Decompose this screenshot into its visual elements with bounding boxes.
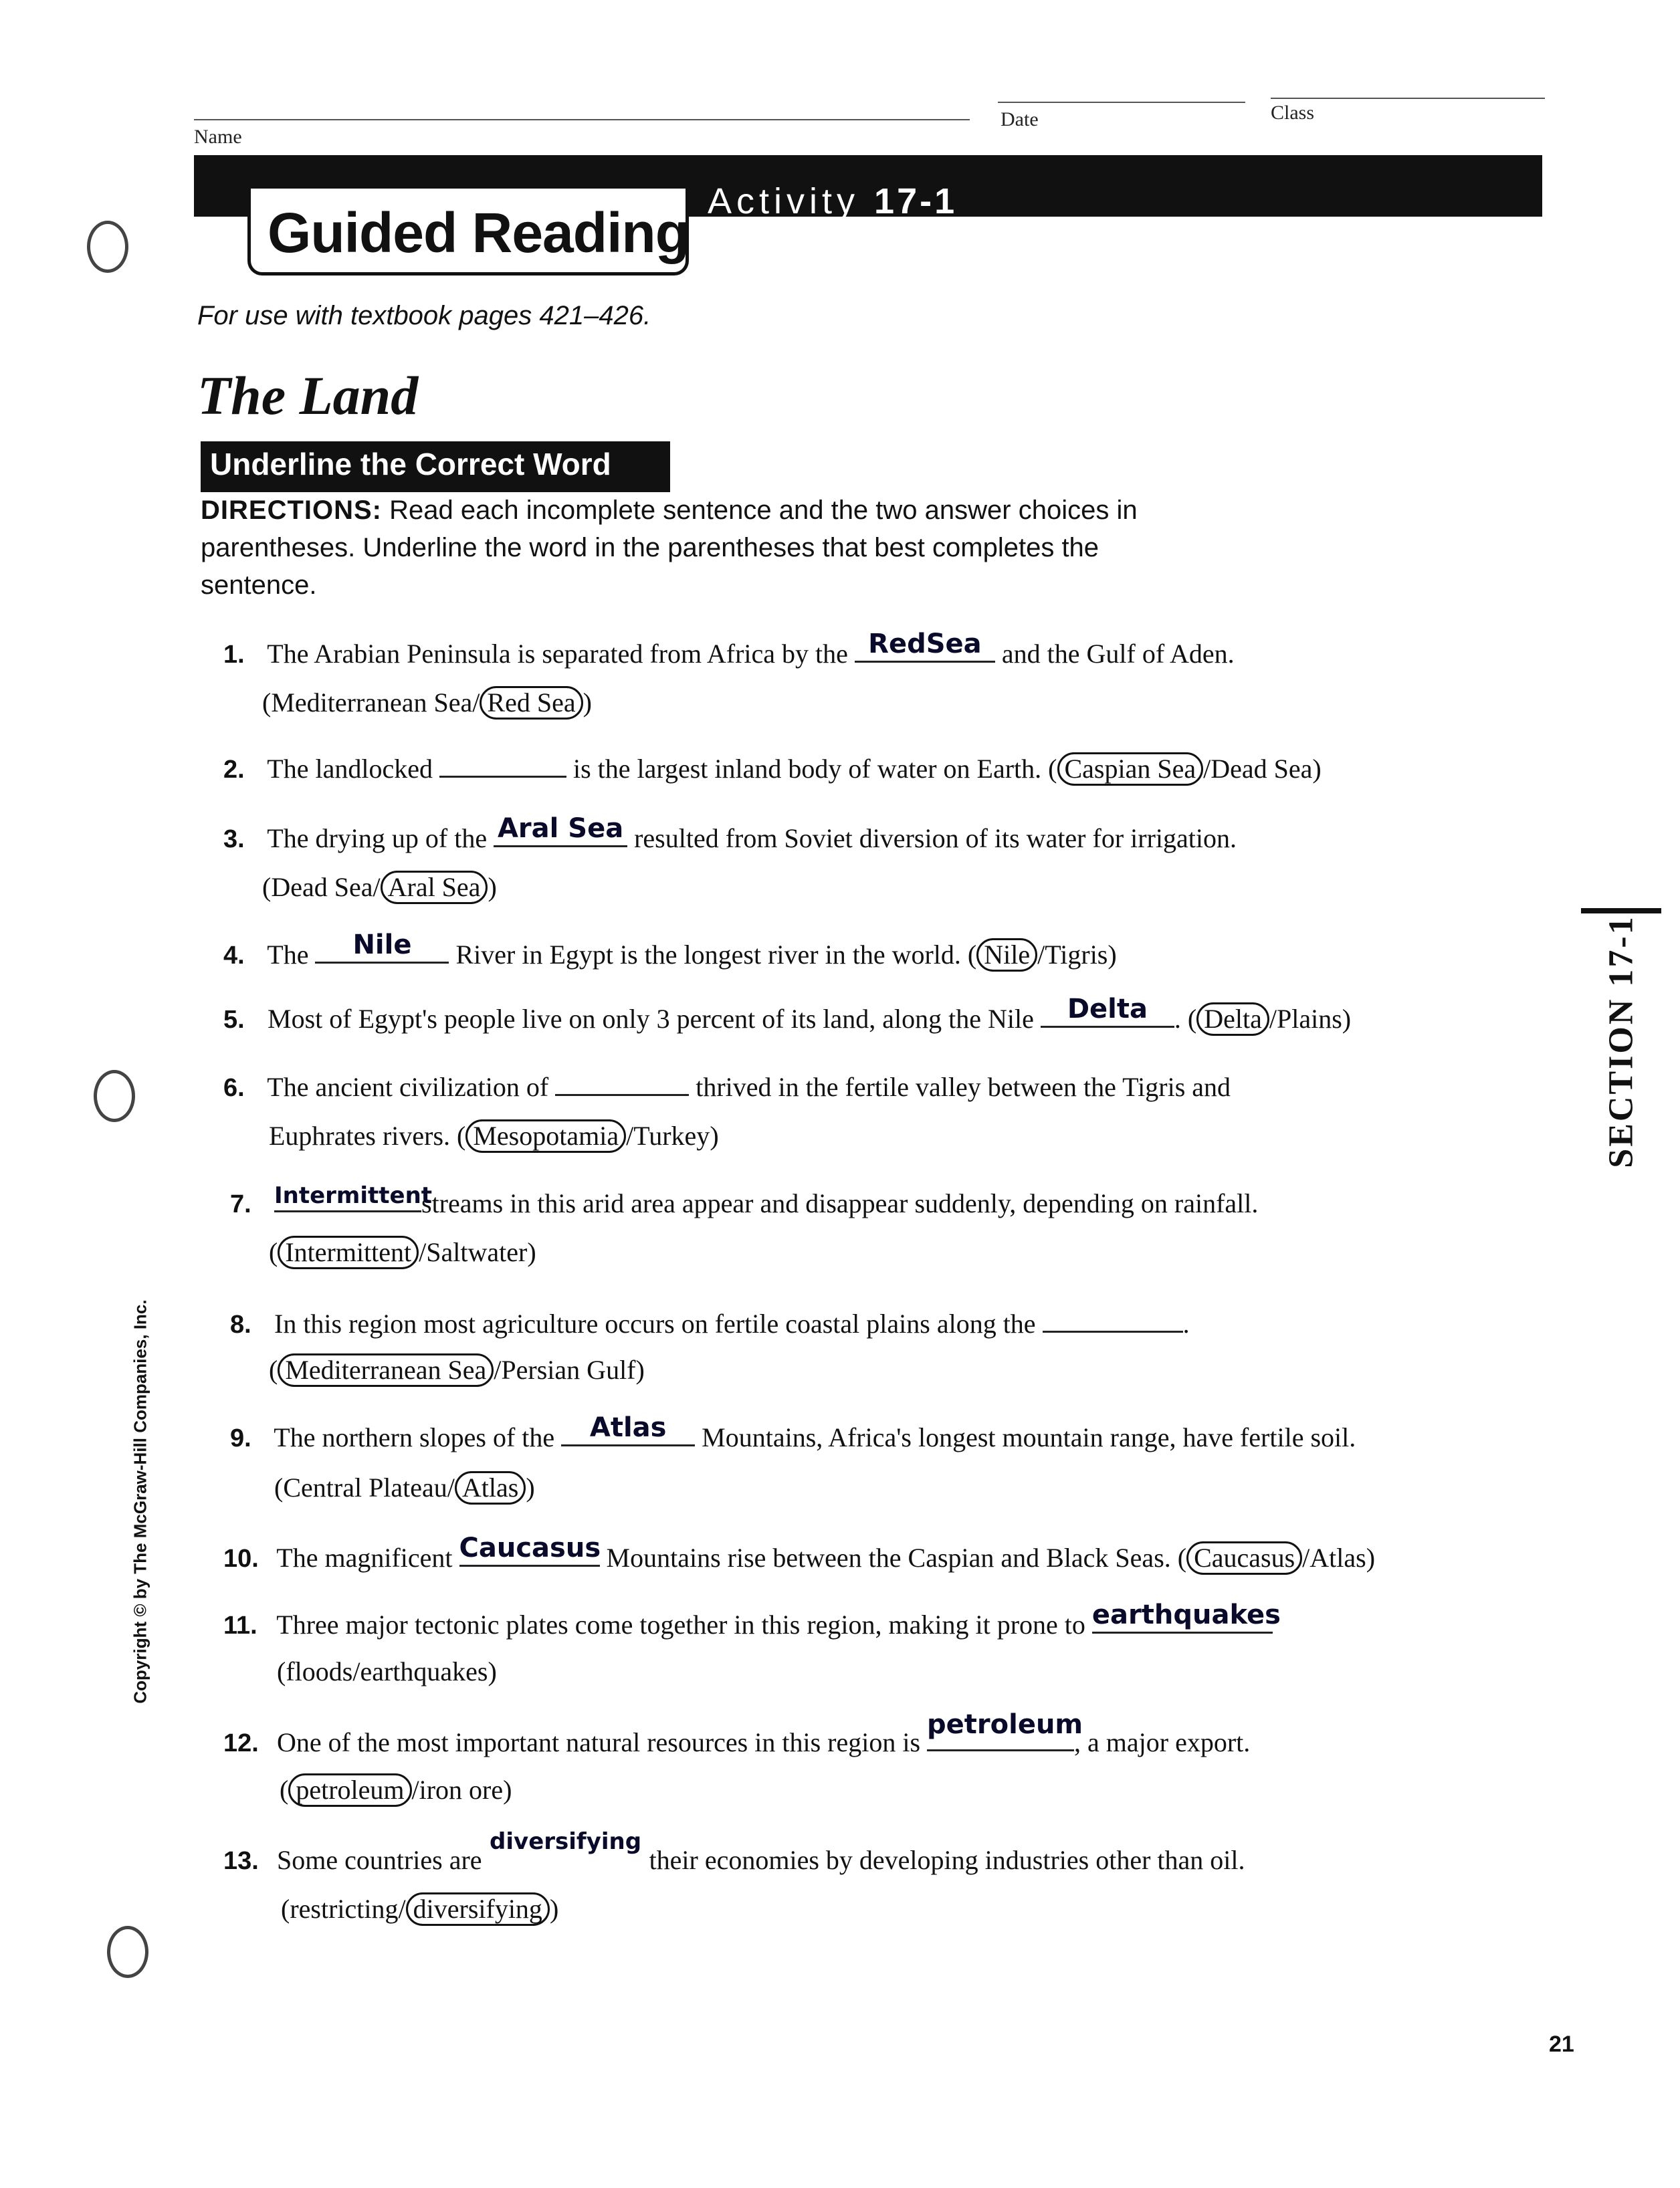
choice-b[interactable]: Plains [1276, 1004, 1342, 1034]
question-number: 2. [223, 756, 245, 784]
question-text: Three major tectonic plates come together in this region, making it prone to [276, 1610, 1085, 1640]
choice-b-circled[interactable]: Red Sea [480, 686, 583, 720]
section-heading: Underline the Correct Word [210, 447, 611, 481]
question-3 [223, 813, 1237, 854]
question-number: 6. [223, 1074, 245, 1102]
answer-blank[interactable] [494, 813, 627, 847]
choices-7: ( Intermittent /Saltwater) [269, 1236, 536, 1269]
class-label: Class [1271, 102, 1315, 124]
choice-b-circled[interactable]: Aral Sea [381, 871, 488, 904]
guided-reading-title: Guided Reading [268, 201, 690, 264]
choice-b[interactable]: Saltwater [426, 1237, 528, 1267]
choice-a-circled[interactable]: Mesopotamia [465, 1119, 626, 1153]
question-text-after: Mountains rise between the Caspian and Black Seas. [606, 1543, 1171, 1573]
question-number: 10. [223, 1545, 259, 1573]
question-text-after: their economies by developing industries other than oil. [649, 1845, 1245, 1875]
answer-blank[interactable] [561, 1412, 695, 1446]
question-number: 9. [230, 1424, 251, 1452]
answer-blank[interactable] [1043, 1304, 1183, 1333]
question-2: 2. The landlocked is the largest inland body of water on Earth. ( Caspian Sea /Dead Sea) [223, 749, 1322, 786]
page-number: 21 [1549, 2032, 1574, 2057]
choices-6: Euphrates rivers. ( Mesopotamia /Turkey) [269, 1119, 719, 1153]
question-number: 12. [223, 1729, 259, 1757]
choices-12: ( petroleum /iron ore) [280, 1773, 512, 1807]
choice-a-circled[interactable]: Delta [1196, 1002, 1269, 1036]
handwritten-answer: RedSea [868, 629, 982, 659]
choice-b[interactable]: earthquakes [360, 1656, 488, 1686]
handwritten-answer: Delta [1067, 994, 1148, 1024]
choice-b-circled[interactable]: diversifying [406, 1892, 550, 1926]
choices-8: ( Mediterranean Sea /Persian Gulf) [269, 1353, 645, 1387]
answer-blank[interactable] [489, 1828, 643, 1869]
question-text-after: streams in this arid area appear and disappear suddenly, depending on rainfall. [421, 1188, 1259, 1218]
choices-13: (restricting/ diversifying ) [281, 1892, 558, 1926]
question-number: 7. [230, 1190, 251, 1218]
date-label: Date [1001, 108, 1039, 130]
choices-3: (Dead Sea/ Aral Sea ) [262, 871, 497, 904]
choice-b[interactable]: Dead Sea [1211, 754, 1313, 784]
handwritten-answer: earthquakes [1091, 1600, 1281, 1630]
question-number: 4. [223, 942, 245, 970]
section-tab-label: SECTION 17-1 [1602, 915, 1641, 1168]
question-text-after: River in Egypt is the longest river in the world. [455, 940, 961, 970]
question-7 [230, 1184, 1258, 1219]
choice-b-circled[interactable]: Atlas [455, 1471, 526, 1505]
date-line [998, 102, 1245, 103]
copyright: Copyright © by The McGraw-Hill Companies, Inc. [130, 1299, 150, 1704]
question-number: 13. [223, 1847, 259, 1875]
handwritten-answer: Atlas [589, 1412, 667, 1443]
question-text-after: and the Gulf of Aden. [1001, 639, 1235, 669]
choice-a-circled[interactable]: Nile [976, 938, 1037, 972]
question-text-after: Mountains, Africa's longest mountain range, have fertile soil. [702, 1422, 1356, 1452]
choice-b[interactable]: Atlas [1309, 1543, 1366, 1573]
choices-11: (floods/earthquakes) [277, 1656, 497, 1686]
question-number: 5. [223, 1006, 245, 1034]
question-text: The drying up of the [267, 823, 488, 853]
choice-a-circled[interactable]: Caucasus [1186, 1541, 1302, 1575]
question-5: 5. Most of Egypt's people live on only 3 percent of its land, along the Nile Delta . ( Delta /Plains) [223, 999, 1351, 1036]
question-4: 4. The Nile River in Egypt is the longest river in the world. ( Nile /Tigris) [223, 935, 1117, 972]
question-text-continued: Euphrates rivers. [269, 1121, 451, 1151]
activity-label [708, 181, 957, 222]
choice-a-circled[interactable]: Intermittent [278, 1236, 419, 1269]
answer-blank[interactable] [274, 1182, 433, 1212]
handwritten-answer: Nile [352, 929, 412, 960]
directions [201, 491, 1217, 604]
question-text-after: , a major export. [1074, 1727, 1251, 1757]
question-number: 3. [223, 825, 245, 853]
section-tab [1581, 908, 1661, 1176]
question-text-after: resulted from Soviet diversion of its water for irrigation. [634, 823, 1237, 853]
question-6 [223, 1067, 1231, 1103]
activity-word: Activity [708, 181, 860, 221]
question-text: The Arabian Peninsula is separated from Africa by the [267, 639, 848, 669]
choice-b[interactable]: iron ore [419, 1775, 504, 1805]
binder-hole-bottom [107, 1926, 148, 1978]
question-1 [223, 629, 1235, 669]
handwritten-answer: Aral Sea [497, 813, 624, 844]
question-9 [230, 1412, 1356, 1453]
choice-a[interactable]: floods [286, 1656, 353, 1686]
answer-blank[interactable] [555, 1067, 689, 1096]
name-line [194, 119, 970, 120]
answer-blank[interactable] [459, 1533, 601, 1567]
choices-9: (Central Plateau/ Atlas ) [274, 1471, 535, 1505]
choice-a-circled[interactable]: Caspian Sea [1057, 752, 1204, 786]
choices-1: (Mediterranean Sea/ Red Sea ) [262, 686, 592, 720]
choice-b[interactable]: Tigris [1045, 940, 1108, 970]
answer-blank[interactable] [1041, 994, 1174, 1028]
question-text: One of the most important natural resources in this region is [277, 1727, 921, 1757]
choice-b[interactable]: Persian Gulf [501, 1355, 636, 1385]
answer-blank[interactable] [855, 629, 995, 663]
choice-a[interactable]: restricting [290, 1894, 399, 1924]
question-text-after: . [1182, 1309, 1190, 1339]
question-number: 1. [223, 641, 245, 669]
question-text: The landlocked [267, 754, 433, 784]
question-text-after: thrived in the fertile valley between the Tigris and [696, 1072, 1231, 1102]
page-title: The Land [197, 365, 419, 426]
question-text: In this region most agriculture occurs on fertile coastal plains along the [274, 1309, 1036, 1339]
binder-hole-middle [94, 1070, 135, 1122]
answer-blank[interactable] [439, 749, 566, 778]
question-text: The northern slopes of the [274, 1422, 555, 1452]
question-text-after: . [1174, 1004, 1181, 1034]
choice-a-circled[interactable]: Mediterranean Sea [278, 1353, 494, 1387]
activity-number: 17-1 [874, 181, 958, 221]
answer-blank[interactable] [1091, 1600, 1281, 1634]
handwritten-answer: Caucasus [459, 1533, 601, 1563]
choice-a[interactable]: Central Plateau [283, 1472, 447, 1503]
question-11 [223, 1600, 1281, 1640]
choice-a[interactable]: Dead Sea [271, 872, 373, 902]
choice-a[interactable]: Mediterranean Sea [271, 687, 473, 718]
question-text: Most of Egypt's people live on only 3 percent of its land, along the Nile [268, 1004, 1034, 1034]
question-13 [223, 1828, 1245, 1876]
handwritten-answer: Intermittent [274, 1182, 433, 1209]
question-10: 10. The magnificent Caucasus Mountains rise between the Caspian and Black Seas. ( Caucasus /Atlas) [223, 1538, 1375, 1575]
directions-text: Read each incomplete sentence and the two answer choices in parentheses. Underline the word in the parentheses that best completes the sentence. [201, 496, 1138, 600]
question-number: 8. [230, 1311, 251, 1339]
question-12 [223, 1709, 1251, 1758]
choice-b[interactable]: Turkey [633, 1121, 710, 1151]
question-text: The ancient civilization of [267, 1072, 549, 1102]
question-text: The magnificent [276, 1543, 453, 1573]
directions-label: DIRECTIONS: [201, 496, 382, 525]
question-number: 11. [223, 1612, 257, 1640]
answer-blank[interactable] [927, 1709, 1083, 1751]
handwritten-answer: petroleum [927, 1709, 1083, 1740]
choice-a-circled[interactable]: petroleum [288, 1773, 411, 1807]
answer-blank[interactable] [315, 929, 449, 964]
question-text: The [267, 940, 309, 970]
textbook-note: For use with textbook pages 421–426. [197, 301, 651, 330]
question-text: Some countries are [277, 1845, 482, 1875]
handwritten-answer: diversifying [490, 1828, 642, 1855]
question-8 [230, 1304, 1190, 1339]
question-text-after: is the largest inland body of water on Earth. [572, 754, 1042, 784]
name-label: Name [194, 126, 242, 148]
class-line [1271, 98, 1545, 99]
binder-hole-top [87, 221, 128, 273]
